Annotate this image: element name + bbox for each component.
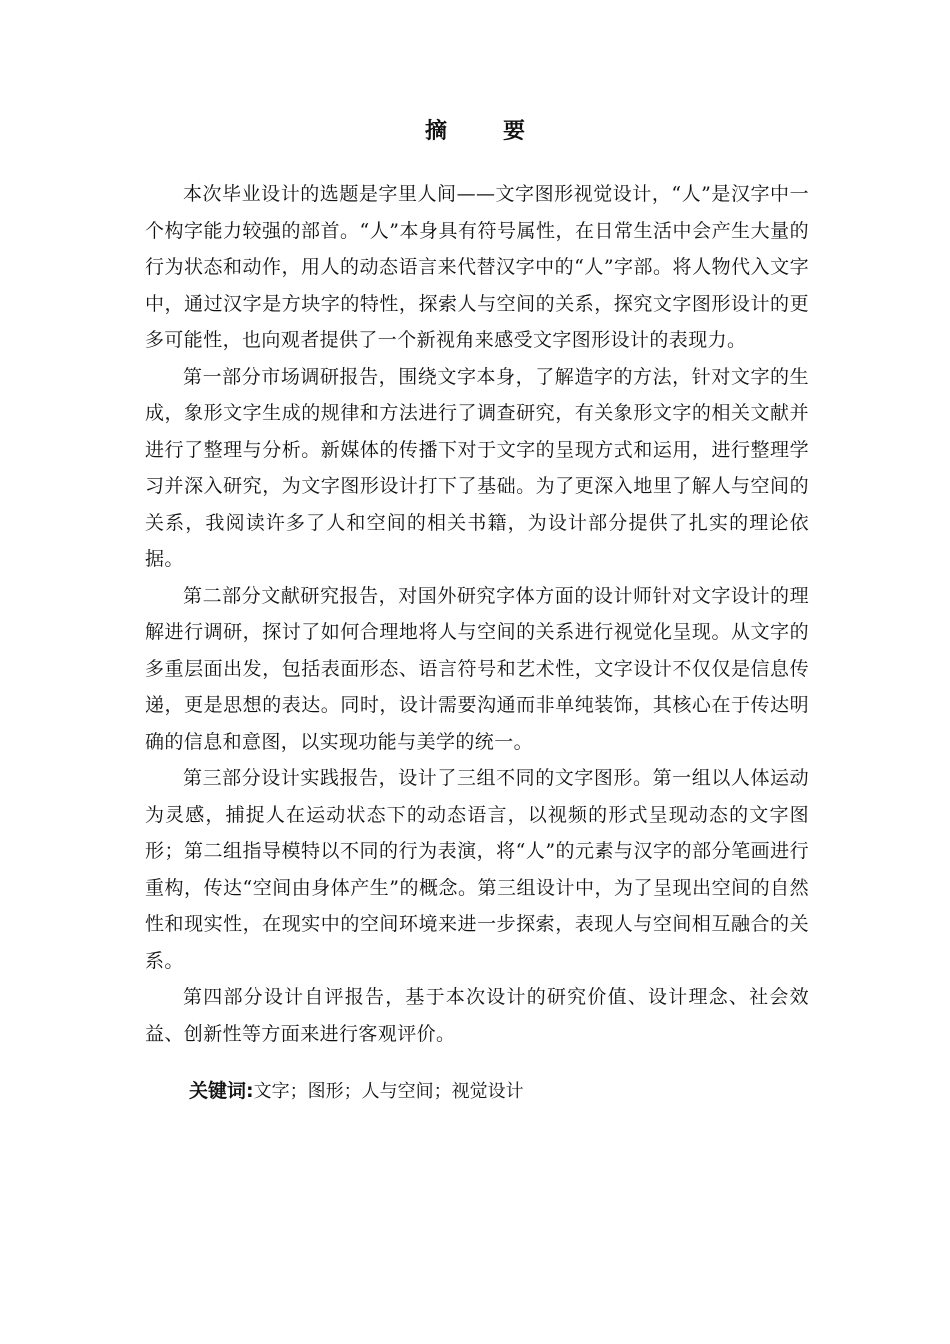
abstract-title: 摘 要 <box>424 119 550 144</box>
abstract-paragraph-3: 第二部分文献研究报告，对国外研究字体方面的设计师针对文字设计的理解进行调研，探讨了如何合理地将人与空间的关系进行视觉化呈现。从文字的多重层面出发，包括表面形态、语言符号和艺术性，文字设计不仅仅是信息传递，更是思想的表达。同时，设计需要沟通而非单纯装饰，其核心在于传达明确的信息和意图，以实现功能与美学的统一。 <box>145 584 809 753</box>
abstract-body <box>145 176 809 1052</box>
abstract-paragraph-2: 第一部分市场调研报告，围绕文字本身，了解造字的方法，针对文字的生成，象形文字生成的规律和方法进行了调查研究，有关象形文字的相关文献并进行了整理与分析。新媒体的传播下对于文字的呈现方式和运用，进行整理学习并深入研究，为文字图形设计打下了基础。为了更深入地里了解人与空间的关系，我阅读许多了人和空间的相关书籍，为设计部分提供了扎实的理论依据。 <box>145 365 809 570</box>
keywords-values: 文字；图形；人与空间；视觉设计 <box>253 1081 524 1102</box>
abstract-paragraph-1: 本次毕业设计的选题是字里人间——文字图形视觉设计，“人”是汉字中一个构字能力较强的部首。“人”本身具有符号属性，在日常生活中会产生大量的行为状态和动作，用人的动态语言来代替汉字中的“人”字部。将人物代入文字中，通过汉字是方块字的特性，探索人与空间的关系，探究文字图形设计的更多可能性，也向观者提供了一个新视角来感受文字图形设计的表现力。 <box>145 183 809 351</box>
keywords-separator: : <box>246 1080 254 1102</box>
keywords-line <box>189 1073 829 1110</box>
keywords-label: 关键词 <box>189 1080 247 1102</box>
abstract-paragraph-4: 第三部分设计实践报告，设计了三组不同的文字图形。第一组以人体运动为灵感，捕捉人在运动状态下的动态语言，以视频的形式呈现动态的文字图形；第二组指导模特以不同的行为表演，将“人”的元素与汉字的部分笔画进行重构，传达“空间由身体产生”的概念。第三组设计中，为了呈现出空间的自然性和现实性，在现实中的空间环境来进一步探索，表现人与空间相互融合的关系。 <box>145 767 809 972</box>
abstract-paragraph-5: 第四部分设计自评报告，基于本次设计的研究价值、设计理念、社会效益、创新性等方面来进行客观评价。 <box>145 986 809 1045</box>
